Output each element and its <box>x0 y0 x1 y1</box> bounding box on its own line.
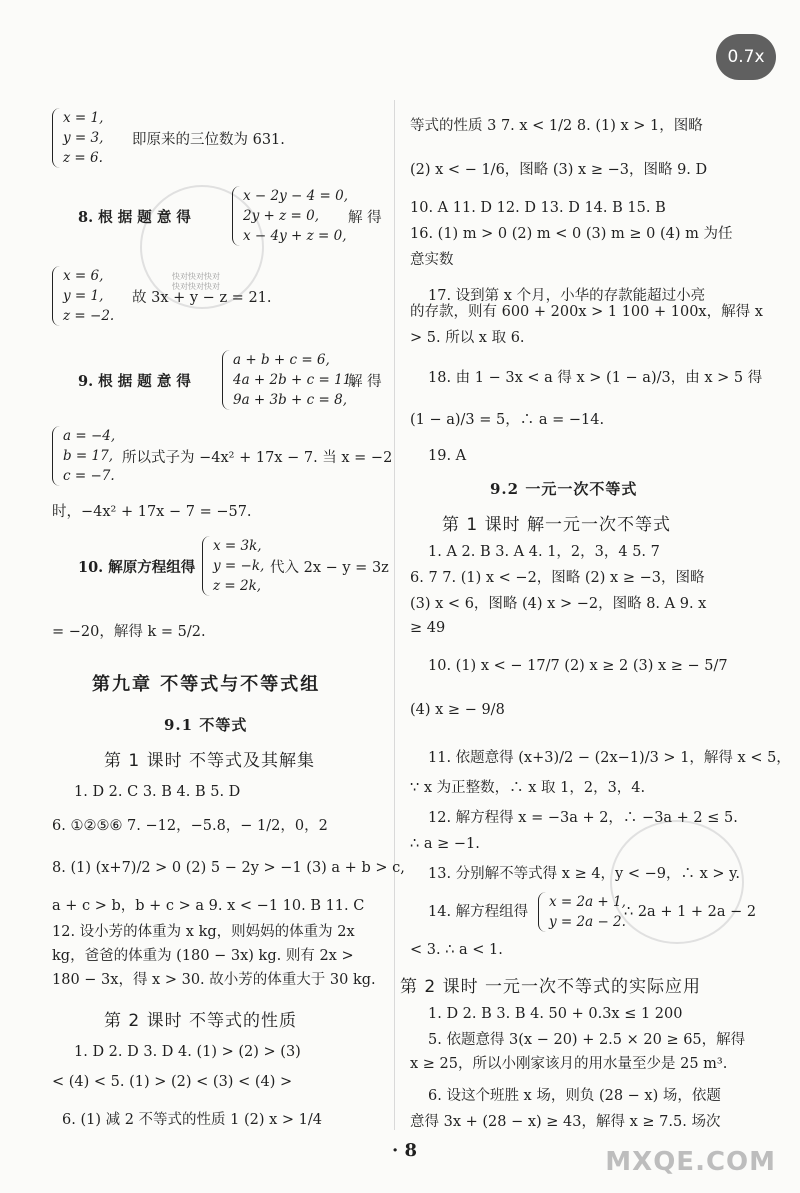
sys-line: y = 3, <box>63 130 104 146</box>
answer-text: ∵ x 为正整数，∴ x 取 1，2，3，4. <box>410 780 646 796</box>
question-14-label: 14. 解方程组得 <box>428 904 529 920</box>
answer-text: 8. (1) (x+7)/2 > 0 (2) 5 − 2y > −1 (3) a + b > c, <box>52 860 405 876</box>
answer-text: 故 3x + y − z = 21. <box>132 290 272 306</box>
answer-text: 所以式子为 −4x² + 17x − 7. 当 x = −2 <box>122 450 393 466</box>
answer-text: ∴ 2a + 1 + 2a − 2 <box>624 904 757 920</box>
answer-text: 10. (1) x < − 17/7 (2) x ≥ 2 (3) x ≥ − 5/7 <box>428 658 728 674</box>
answer-text: 12. 解方程得 x = −3a + 2，∴ −3a + 2 ≤ 5. <box>428 810 738 826</box>
question-9-system <box>222 350 356 410</box>
answer-text: < (4) < 5. (1) > (2) < (3) < (4) > <box>52 1074 293 1090</box>
section-title: 9.1 不等式 <box>164 716 248 734</box>
answer-text: 等式的性质 3 7. x < 1/2 8. (1) x > 1，图略 <box>410 118 703 134</box>
sys-line: y = 2a − 2. <box>549 914 626 930</box>
answer-text: 1. A 2. B 3. A 4. 1，2，3，4 5. 7 <box>428 544 660 560</box>
sys-line: x = 2a + 1, <box>549 894 626 910</box>
question-10-label: 10. 解原方程组得 <box>78 559 196 576</box>
system-result-3 <box>52 426 115 486</box>
answer-text: (4) x ≥ − 9/8 <box>410 702 505 718</box>
section-title: 9.2 一元一次不等式 <box>490 480 638 498</box>
answer-text: 6. 7 7. (1) x < −2，图略 (2) x ≥ −3，图略 <box>410 570 705 586</box>
question-8-label: 8. 根 据 题 意 得 <box>78 209 191 226</box>
sys-line: c = −7. <box>63 468 115 484</box>
sys-line: z = −2. <box>63 308 115 324</box>
lesson-title: 第 2 课时 一元一次不等式的实际应用 <box>400 977 702 997</box>
answer-text: < 3. ∴ a < 1. <box>410 942 503 958</box>
answer-text: 13. 分别解不等式得 x ≥ 4，y < −9，∴ x > y. <box>428 866 741 882</box>
answer-text: (1 − a)/3 = 5，∴ a = −14. <box>410 412 605 428</box>
sys-line: 2y + z = 0, <box>243 208 319 224</box>
sys-line: y = −k, <box>213 558 265 574</box>
answer-text: 180 − 3x，得 x > 30. 故小芳的体重大于 30 kg. <box>52 972 376 988</box>
sys-line: y = 1, <box>63 288 104 304</box>
question-14-system <box>538 892 626 932</box>
answer-text: 意实数 <box>410 252 454 268</box>
site-watermark: MXQE.COM <box>605 1147 776 1177</box>
answer-text: 1. D 2. D 3. D 4. (1) > (2) > (3) <box>74 1044 301 1060</box>
answer-text: x ≥ 25，所以小刚家该月的用水量至少是 25 m³. <box>410 1056 728 1072</box>
answer-text: a + c > b，b + c > a 9. x < −1 10. B 11. C <box>52 898 365 914</box>
sys-line: z = 6. <box>63 150 103 166</box>
answer-text: 16. (1) m > 0 (2) m < 0 (3) m ≥ 0 (4) m 为任 <box>410 226 733 242</box>
answer-text: 1. D 2. C 3. B 4. B 5. D <box>74 784 241 800</box>
question-9-label: 9. 根 据 题 意 得 <box>78 373 191 390</box>
answer-text: 11. 依题意得 (x+3)/2 − (2x−1)/3 > 1，解得 x < 5， <box>428 750 791 766</box>
system-result-1 <box>52 108 103 168</box>
sys-line: a = −4, <box>63 428 116 444</box>
sys-line: x = 6, <box>63 268 104 284</box>
sys-line: z = 2k, <box>213 578 262 594</box>
sys-line: 9a + 3b + c = 8, <box>233 392 347 408</box>
answer-text: (2) x < − 1/6，图略 (3) x ≥ −3，图略 9. D <box>410 162 708 178</box>
answer-text: > 5. 所以 x 取 6. <box>410 330 525 346</box>
answer-text: ∴ a ≥ −1. <box>410 836 480 852</box>
sys-line: a + b + c = 6, <box>233 352 330 368</box>
answer-text: (3) x < 6，图略 (4) x > −2，图略 8. A 9. x <box>410 596 707 612</box>
sys-line: x = 1, <box>63 110 104 126</box>
sys-line: x − 2y − 4 = 0, <box>243 188 348 204</box>
zoom-badge[interactable]: 0.7x <box>716 34 776 80</box>
sys-line: x = 3k, <box>213 538 262 554</box>
answer-text: 6. 设这个班胜 x 场，则负 (28 − x) 场，依题 <box>428 1088 721 1104</box>
answer-text: 12. 设小芳的体重为 x kg，则妈妈的体重为 2x <box>52 924 355 940</box>
column-divider <box>394 100 395 1130</box>
answer-text: 的存款，则有 600 + 200x > 1 100 + 100x，解得 x <box>410 304 763 320</box>
answer-text: 10. A 11. D 12. D 13. D 14. B 15. B <box>410 200 666 216</box>
answer-text: 即原来的三位数为 631. <box>132 132 285 148</box>
answer-text: 解 得 <box>348 374 382 390</box>
answer-text: 1. D 2. B 3. B 4. 50 + 0.3x ≤ 1 200 <box>428 1006 683 1022</box>
answer-text: ≥ 49 <box>410 620 446 636</box>
question-8-system <box>232 186 348 246</box>
lesson-title: 第 1 课时 不等式及其解集 <box>104 751 316 771</box>
answer-text: 5. 依题意得 3(x − 20) + 2.5 × 20 ≥ 65，解得 <box>428 1032 746 1048</box>
answer-text: = −20，解得 k = 5/2. <box>52 624 206 640</box>
question-10-system <box>202 536 264 596</box>
answer-text: 18. 由 1 − 3x < a 得 x > (1 − a)/3，由 x > 5 得 <box>428 370 763 386</box>
watermark-stamp-text: 快对快对快对 快对快对快对 <box>172 272 220 291</box>
answer-text: 6. (1) 减 2 不等式的性质 1 (2) x > 1/4 <box>62 1112 323 1128</box>
answer-text: 解 得 <box>348 210 382 226</box>
system-result-2 <box>52 266 114 326</box>
sys-line: b = 17, <box>63 448 114 464</box>
answer-text: 意得 3x + (28 − x) ≥ 43，解得 x ≥ 7.5. 场次 <box>410 1114 721 1130</box>
sys-line: 4a + 2b + c = 11, <box>233 372 356 388</box>
lesson-title: 第 2 课时 不等式的性质 <box>104 1011 298 1031</box>
answer-text: 17. 设到第 x 个月，小华的存款能超过小亮 <box>428 288 706 304</box>
page-number: · 8 <box>392 1140 418 1161</box>
answer-text: 时，−4x² + 17x − 7 = −57. <box>52 504 252 520</box>
lesson-title: 第 1 课时 解一元一次不等式 <box>442 515 672 535</box>
answer-text: 6. ①②⑤⑥ 7. −12，−5.8，− 1/2，0，2 <box>52 818 328 834</box>
answer-text: 19. A <box>428 448 467 464</box>
sys-line: x − 4y + z = 0, <box>243 228 347 244</box>
chapter-title: 第九章 不等式与不等式组 <box>92 674 321 695</box>
answer-text: kg，爸爸的体重为 (180 − 3x) kg. 则有 2x > <box>52 948 354 964</box>
answer-text: 代入 2x − y = 3z <box>270 560 389 576</box>
